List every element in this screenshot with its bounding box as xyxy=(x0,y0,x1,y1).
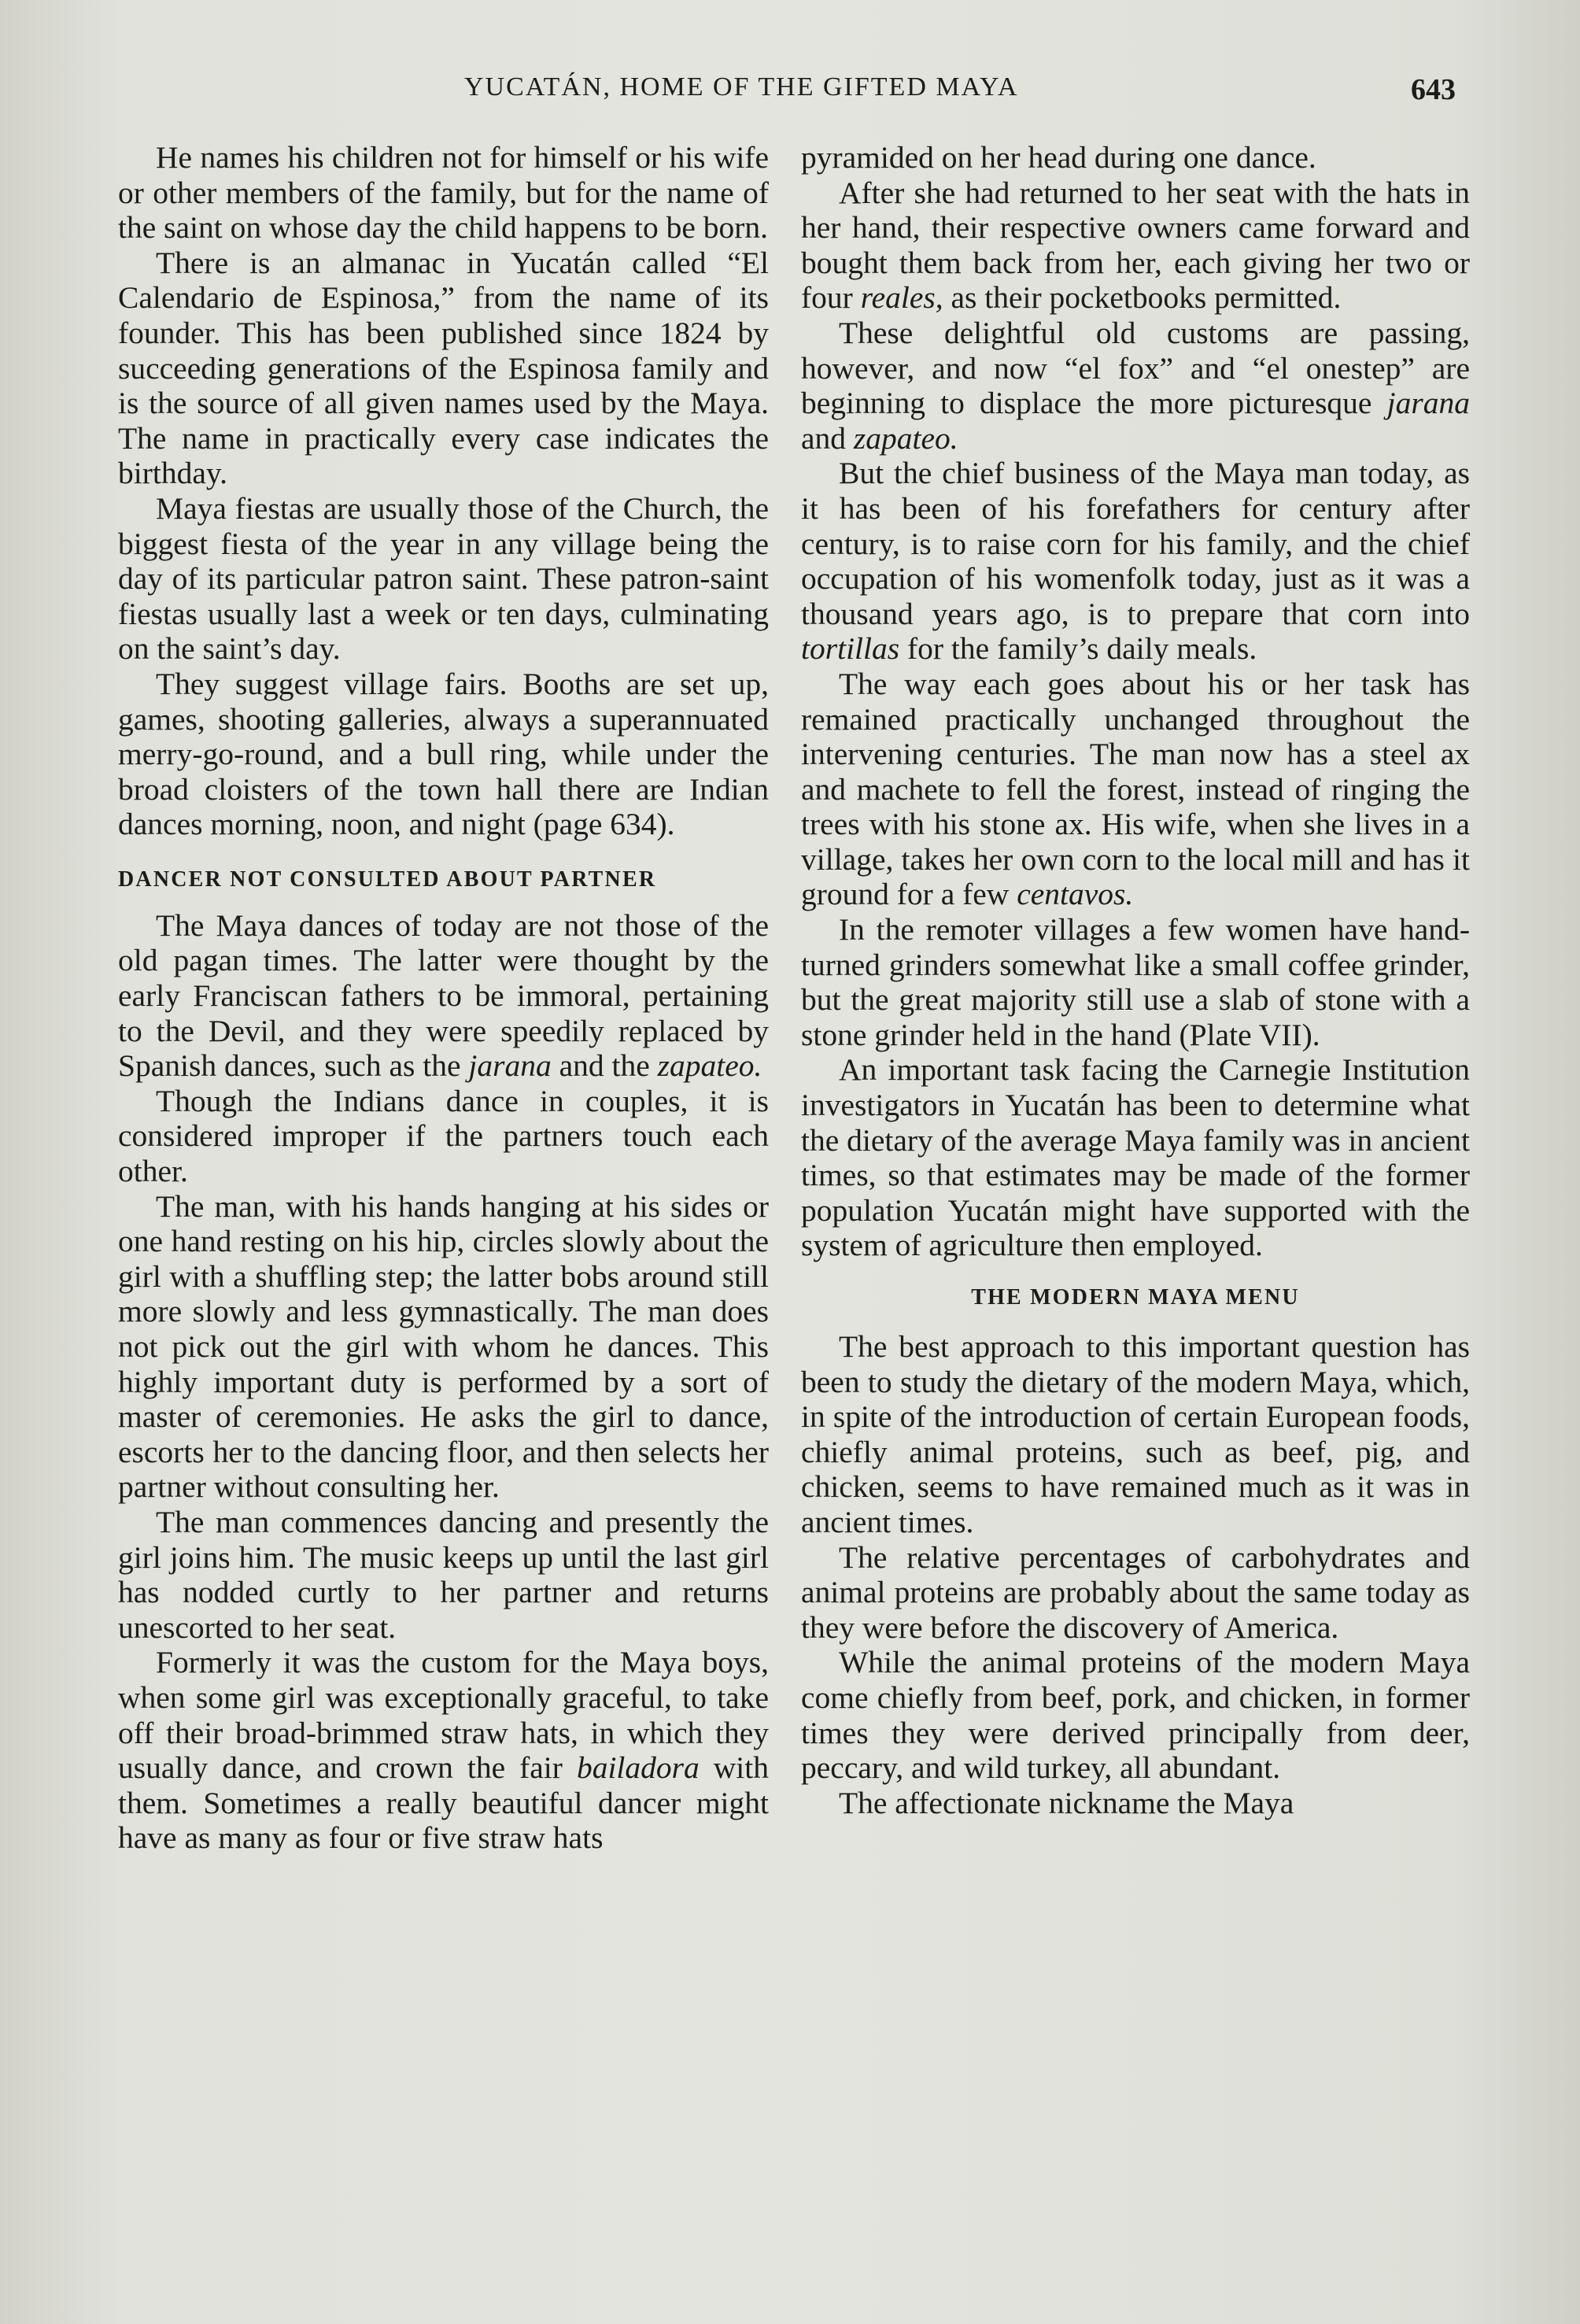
italic-term: jarana xyxy=(468,1048,552,1084)
paragraph: Though the Indians dance in couples, it is considered improper if the partners touch each other. xyxy=(118,1083,769,1189)
text-run: But the chief business of the Maya man today, as it has been of his forefathers for century after century, is to raise corn for his family, and the chief occupation of his womenfolk today, just as it was a thousand years ago, is to prepare that corn into xyxy=(801,456,1470,631)
paragraph: pyramided on her head during one dance. xyxy=(801,140,1316,175)
paragraph: While the animal proteins of the modern Maya come chiefly from beef, pork, and chicken, in former times they were derived principally from deer, peccary, and wild turkey, all abundant. xyxy=(801,1645,1470,1786)
right-column xyxy=(801,140,1470,1820)
paragraph: There is an almanac in Yucatán called “El Calendario de Espinosa,” from the name of its founder. This has been published since 1824 by succeeding generations of the Espinosa family and is the source of all given names used by the Maya. The name in practically every case indicates the birthday. xyxy=(118,245,769,491)
paragraph: The man commences dancing and presently the girl joins him. The music keeps up until the last girl has nodded curtly to her partner and returns unescorted to her seat. xyxy=(118,1504,769,1645)
paragraph xyxy=(801,456,1470,667)
text-run: with them. Sometimes a really beautiful dancer might have as many as four or five straw hats xyxy=(118,1750,769,1856)
italic-term: centavos. xyxy=(1017,877,1134,912)
paragraph: The man, with his hands hanging at his sides or one hand resting on his hip, circles slowly about the girl with a shuffling step; the latter bobs around still more slowly and less gymnastically. The man does not pick out the girl with whom he dances. This highly important duty is performed by a sort of master of ceremonies. He asks the girl to dance, escorts her to the dancing floor, and then selects her partner without consulting her. xyxy=(118,1188,769,1505)
paragraph: An important task facing the Carnegie Institution investigators in Yucatán has been to determine what the dietary of the average Maya family was in ancient times, so that estimates may be made of the former population Yucatán might have supported with the system of agriculture then employed. xyxy=(801,1052,1470,1263)
paragraph: The relative percentages of carbohydrates and animal proteins are probably about the same today as they were before the discovery of America. xyxy=(801,1539,1470,1645)
paragraph: He names his children not for himself or his wife or other members of the family, but for the name of the saint on whose day the child happens to be born. xyxy=(118,140,769,246)
paragraph xyxy=(801,316,1470,456)
running-head xyxy=(118,72,1456,112)
text-run: The Maya dances of today are not those of the old pagan times. The latter were thought by the early Franciscan fathers to be immoral, pertaining to the Devil, and they were speedily replaced by Spanish dances, such as the xyxy=(118,907,769,1084)
text-run: The way each goes about his or her task has remained practically unchanged throughout the intervening centuries. The man now has a steel ax and machete to fell the forest, instead of ringing the trees with his stone ax. His wife, when she lives in a village, takes her own corn to the local mill and has it ground for a few xyxy=(801,666,1470,912)
running-title: YUCATÁN, HOME OF THE GIFTED MAYA xyxy=(464,72,1019,102)
text-run: and the xyxy=(551,1048,658,1084)
paragraph: Maya fiestas are usually those of the Church, the biggest fiesta of the year in any village being the day of its particular patron saint. These patron-saint fiestas usually last a week or ten days, culminating on the saint’s day. xyxy=(118,490,769,667)
paragraph: The affectionate nickname the Maya xyxy=(839,1785,1294,1820)
paragraph: In the remoter villages a few women have hand-turned grinders somewhat like a small coffee grinder, but the great majority still use a slab of stone with a stone grinder held in the hand (Plate VII). xyxy=(801,912,1470,1052)
paragraph: They suggest village fairs. Booths are set up, games, shooting galleries, always a superannuated merry-go-round, and a bull ring, while under the broad cloisters of the town hall there are Indian dances morning, noon, and night (page 634). xyxy=(118,666,769,842)
italic-term: zapateo. xyxy=(853,420,958,456)
text-run: for the family’s daily meals. xyxy=(899,631,1257,667)
section-subhead: DANCER NOT CONSULTED ABOUT PARTNER xyxy=(118,866,657,892)
paragraph xyxy=(118,908,769,1084)
text-run: Formerly it was the custom for the Maya boys, when some girl was exceptionally graceful, to take off their broad-brimmed straw hats, in which they usually dance, and crown the fair xyxy=(118,1645,769,1786)
italic-term: zapateo. xyxy=(657,1048,762,1084)
italic-term: jarana xyxy=(1386,386,1470,421)
paragraph xyxy=(801,176,1470,316)
italic-term: bailadora xyxy=(576,1750,700,1786)
text-run: as their pocketbooks permitted. xyxy=(943,280,1342,316)
text-run: After she had returned to her seat with the hats in her hand, their respective owners came forward and bought them back from her, each giving her two or four xyxy=(801,175,1470,316)
italic-term: reales, xyxy=(860,280,943,316)
section-subhead: THE MODERN MAYA MENU xyxy=(971,1285,1300,1310)
text-run: and xyxy=(801,420,854,456)
page-number: 643 xyxy=(1411,73,1456,106)
paragraph xyxy=(118,1645,769,1856)
paragraph xyxy=(801,667,1470,912)
left-column xyxy=(118,140,769,1856)
italic-term: tortillas xyxy=(801,631,900,667)
text-run: These delightful old customs are passing, however, and now “el fox” and “el onestep” are beginning to displace the more picturesque xyxy=(801,315,1470,421)
paragraph: The best approach to this important question has been to study the dietary of the modern Maya, which, in spite of the introduction of certain European foods, chiefly animal proteins, such as beef, pig, and chicken, seems to have remained much as it was in ancient times. xyxy=(801,1329,1470,1539)
